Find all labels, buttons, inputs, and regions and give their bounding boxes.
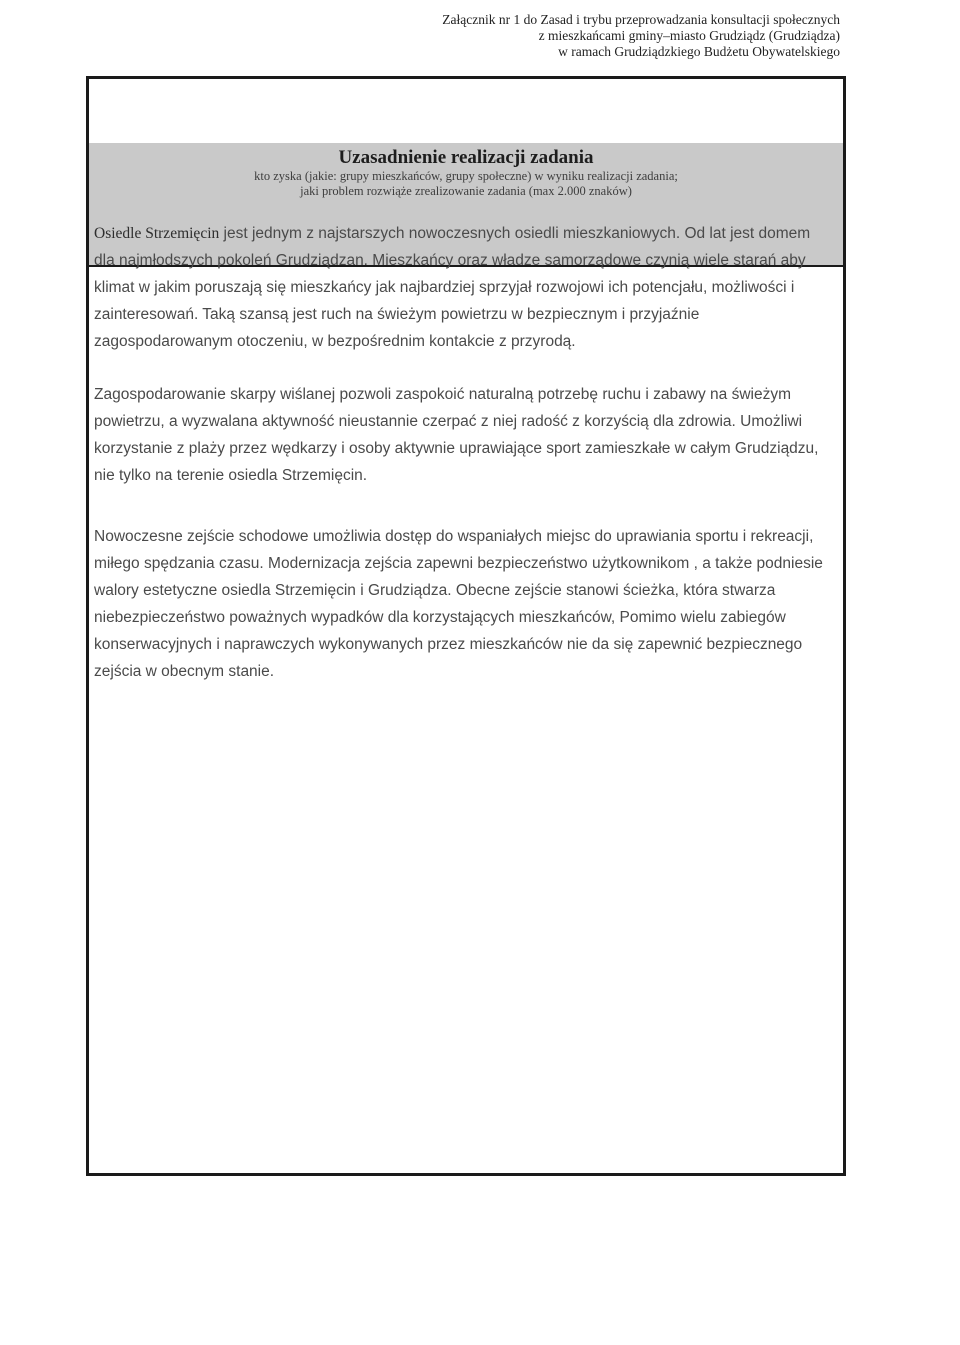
empty-top-cell xyxy=(89,79,843,145)
paragraph-1-text: jest jednym z najstarszych nowoczesnych osiedli mieszkaniowych. Od lat jest domem dla najmłodszych pokoleń Grudziądzan. Mieszkańcy oraz władze samorządowe czynią wiele starań aby klimat w jakim poruszają się mieszkańcy jak najbardziej sprzyjał rozwojowi ich potencjału, możliwości i zainteresowań. Taką szansą jest ruch na świeżym powietrzu w bezpiecznym i przyjaźnie zagospodarowanym otoczeniu, w bezpośrednim kontakcie z przyrodą. xyxy=(94,225,811,350)
attachment-header xyxy=(442,12,840,60)
section-subtitle-1: kto zyska (jakie: grupy mieszkańców, grupy społeczne) w wyniku realizacji zadania; xyxy=(254,169,678,183)
section-subtitle-2: jaki problem rozwiąże zrealizowanie zadania (max 2.000 znaków) xyxy=(300,184,632,198)
justification-text xyxy=(94,220,834,685)
header-line-3: w ramach Grudziądzkiego Budżetu Obywatelskiego xyxy=(558,44,840,59)
header-line-2: z mieszkańcami gminy–miasto Grudziądz (Grudziądza) xyxy=(538,28,840,43)
paragraph-1-lead: Osiedle Strzemięcin xyxy=(94,225,220,242)
section-title: Uzasadnienie realizacji zadania xyxy=(338,147,594,168)
header-line-1: Załącznik nr 1 do Zasad i trybu przeprowadzania konsultacji społecznych xyxy=(442,12,840,27)
paragraph-1 xyxy=(94,220,834,355)
paragraph-2: Zagospodarowanie skarpy wiślanej pozwoli zaspokoić naturalną potrzebę ruchu i zabawy na świeżym powietrzu, a wyzwalana aktywność nieustannie czerpać z niej radość z korzyścią dla zdrowia. Umożliwi korzystanie z plaży przez wędkarzy i osoby aktywnie uprawiające sport zamieszkałe w całym Grudziądzu, nie tylko na terenie osiedla Strzemięcin. xyxy=(94,386,819,484)
paragraph-3: Nowoczesne zejście schodowe umożliwia dostęp do wspaniałych miejsc do uprawiania sportu i rekreacji, miłego spędzania czasu. Modernizacja zejścia zapewni bezpieczeństwo użytkownikom , a także podniesie walory estetyczne osiedla Strzemięcin i Grudziądza. Obecne zejście stanowi ścieżka, która stwarza niebezpieczeństwo poważnych wypadków dla korzystających mieszkańców, Pomimo wielu zabiegów konserwacyjnych i naprawczych wykonywanych przez mieszkańców nie da się zapewnić bezpiecznego zejścia w obecnym stanie. xyxy=(94,528,823,680)
